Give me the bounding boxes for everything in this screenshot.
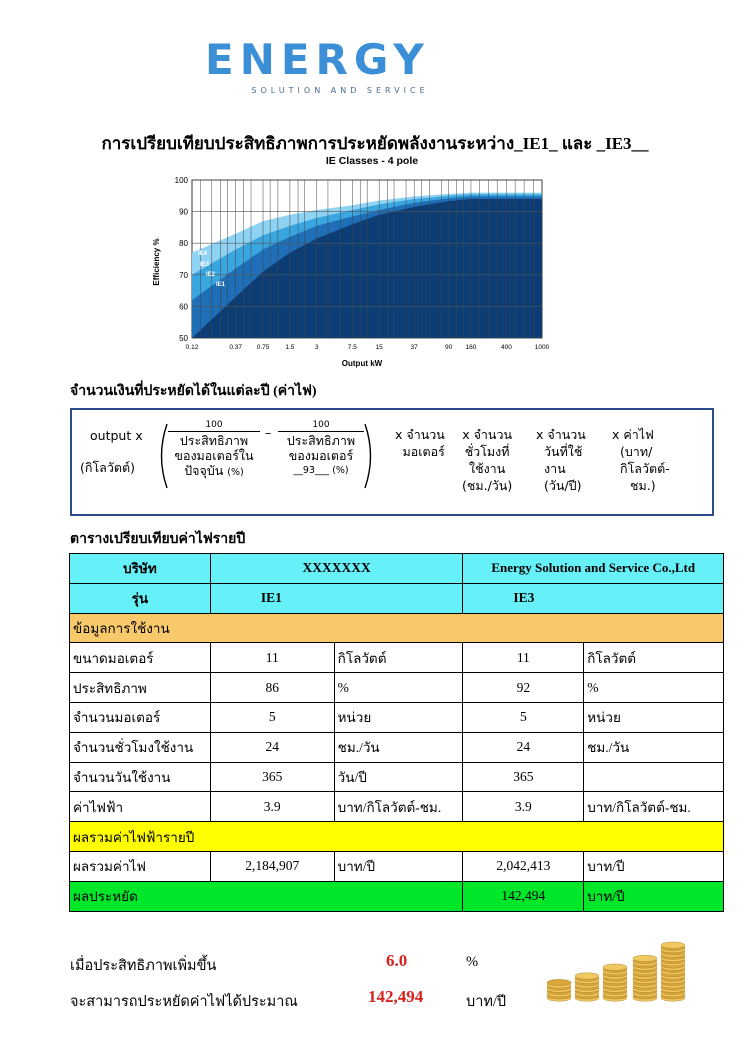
chart-xlabel: Output kW: [341, 359, 383, 368]
summary-line1-unit: %: [466, 954, 479, 970]
summary-line1-label: เมื่อประสิทธิภาพเพิ่มขึ้น: [70, 958, 217, 974]
coin: [633, 955, 657, 961]
x-tick-label: 0.75: [256, 344, 270, 351]
series-label-ie2: IE2: [206, 272, 216, 278]
coin: [575, 973, 599, 979]
series-label-ie3: IE3: [200, 262, 210, 268]
formula-kw: (กิโลวัตต์): [80, 460, 135, 475]
table-heading: ตารางเปรียบเทียบค่าไฟรายปี: [70, 532, 246, 547]
formula-heading: จำนวนเงินที่ประหยัดได้ในแต่ละปี (ค่าไฟ): [70, 384, 317, 399]
page-title: การเปรียบเทียบประสิทธิภาพการประหยัดพลังงานระหว่าง_IE1_ และ _IE3__: [101, 134, 649, 153]
annual-header-row: ผลรวมค่าไฟฟ้ารายปี: [70, 822, 724, 852]
usage-row: ขนาดมอเตอร์ 11 กิโลวัตต์ 11 กิโลวัตต์: [70, 643, 724, 673]
comparison-table: [69, 553, 724, 912]
coin: [547, 979, 571, 985]
usage-header-row: ข้อมูลการใช้งาน: [70, 613, 724, 643]
x-tick-label: 3: [314, 344, 319, 351]
logo-word: ENERGY: [205, 35, 430, 84]
term-rate: x ค่าไฟ (บาท/ กิโลวัตต์- ชม.): [612, 427, 670, 493]
x-tick-label: 160: [465, 344, 477, 351]
usage-row: จำนวนชั่วโมงใช้งาน 24 ชม./วัน 24 ชม./วัน: [70, 732, 724, 762]
y-tick-label: 80: [179, 239, 188, 249]
energy-logo: [205, 35, 475, 100]
summary-line1-value: 6.0: [386, 951, 408, 970]
formula-output: output x: [90, 428, 143, 443]
term-days: x จำนวน วันที่ใช้ งาน (วัน/ปี): [536, 427, 586, 493]
chart-title: IE Classes - 4 pole: [325, 155, 419, 167]
usage-row: จำนวนวันใช้งาน 365 วัน/ปี 365: [70, 762, 724, 792]
summary-line2-label: จะสามารถประหยัดค่าไฟได้ประมาณ: [70, 994, 298, 1010]
fraction-new: 100 ประสิทธิภาพ ของมอเตอร์ __93___ (%): [278, 420, 364, 478]
fraction-current-num: 100: [205, 420, 223, 430]
coin: [603, 964, 627, 970]
x-tick-label: 1000: [534, 344, 550, 351]
y-tick-label: 50: [179, 334, 188, 343]
usage-row: ค่าไฟฟ้า 3.9 บาท/กิโลวัตต์-ชม. 3.9 บาท/กิโลวัตต์-ชม.: [70, 792, 724, 822]
x-tick-label: 90: [445, 344, 453, 351]
fraction-current: [168, 420, 260, 480]
y-tick-label: 90: [179, 207, 188, 217]
x-tick-label: 15: [375, 344, 383, 351]
y-tick-label: 100: [174, 176, 188, 185]
fraction-current-den: ประสิทธิภาพ ของมอเตอร์ใน ปัจจุบัน (%): [174, 433, 254, 478]
x-tick-label: 400: [501, 344, 512, 351]
x-tick-label: 1.5: [285, 344, 295, 351]
series-label-ie4: IE4: [198, 251, 208, 257]
series-label-ie1: IE1: [216, 282, 226, 288]
usage-row: จำนวนมอเตอร์ 5 หน่วย 5 หน่วย: [70, 702, 724, 732]
x-tick-label: 7.5: [347, 344, 357, 351]
saving-row: ผลประหยัด 142,494 บาท/ปี: [70, 881, 724, 911]
paren-right: [362, 422, 378, 490]
usage-row: ประสิทธิภาพ 86 % 92 %: [70, 673, 724, 703]
x-tick-label: 0.37: [229, 344, 242, 351]
coin-stacks-image: [542, 940, 702, 1002]
logo-tagline: SOLUTION AND SERVICE: [251, 86, 429, 95]
ie-classes-chart: [150, 152, 550, 370]
summary-line2-value: 142,494: [368, 987, 424, 1006]
chart-ylabel: Efficiency %: [152, 238, 161, 286]
y-tick-label: 70: [179, 270, 188, 280]
term-hours: x จำนวน ชั่วโมงที่ ใช้งาน (ชม./วัน): [462, 427, 513, 493]
formula-box: [70, 408, 714, 516]
y-tick-label: 60: [179, 302, 188, 312]
formula-minus: –: [265, 425, 272, 440]
x-tick-label: 0.12: [185, 344, 199, 351]
company-row: บริษัท XXXXXXX Energy Solution and Service Co.,Ltd: [70, 554, 724, 584]
model-row: รุ่น IE1 IE3: [70, 583, 724, 613]
x-tick-label: 37: [410, 344, 418, 351]
coin: [661, 942, 685, 948]
total-row: ผลรวมค่าไฟ 2,184,907 บาท/ปี 2,042,413 บาท/ปี: [70, 851, 724, 881]
summary-line2-unit: บาท/ปี: [466, 994, 507, 1010]
term-motors: x จำนวน มอเตอร์: [395, 427, 445, 459]
